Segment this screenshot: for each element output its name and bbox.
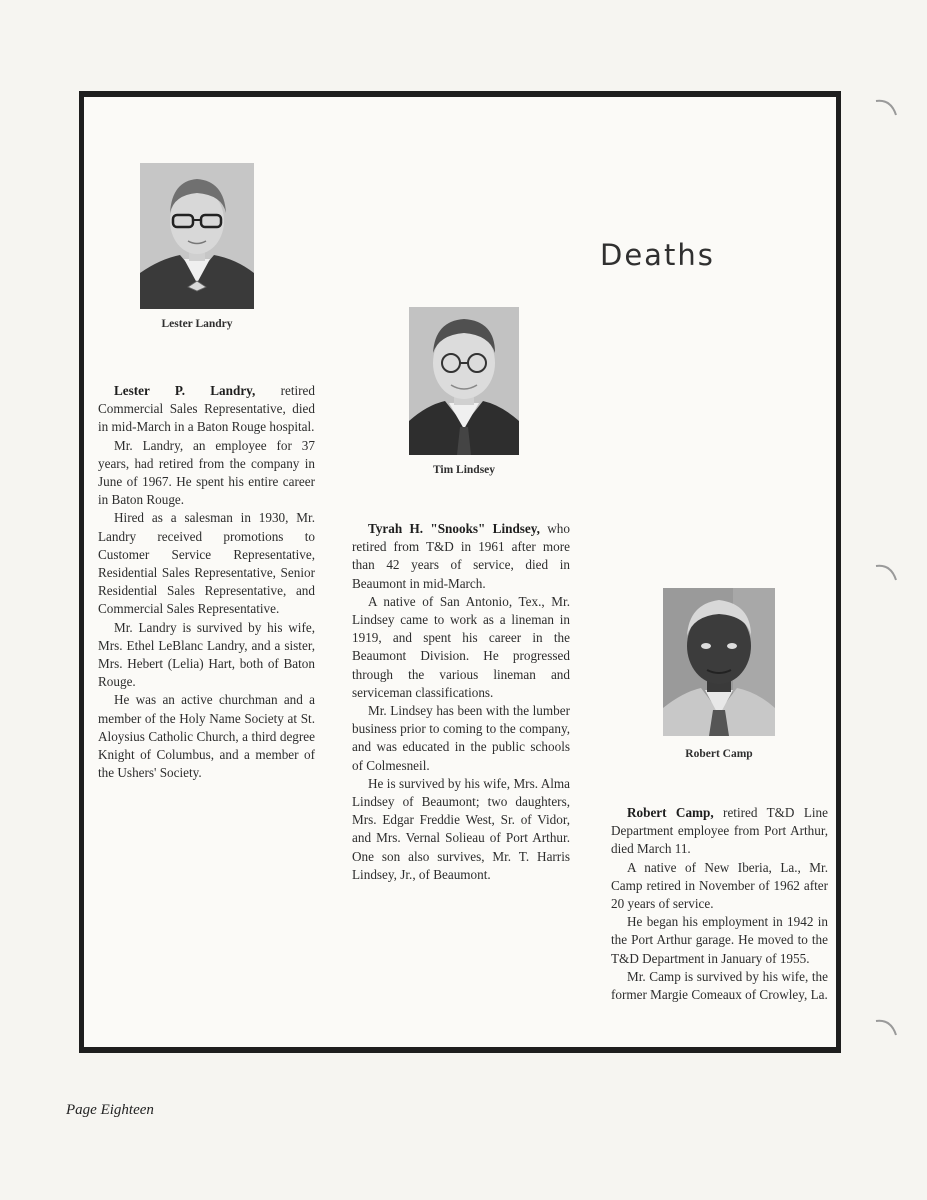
lindsey-name: Tyrah H. "Snooks" Lindsey, — [368, 521, 540, 536]
lindsey-paragraph-3: Mr. Lindsey has been with the lumber business prior to coming to the company, and was educated in the public schools of Colmesneil. — [352, 703, 570, 773]
landry-paragraph-1 — [98, 382, 315, 437]
camp-name: Robert Camp, — [627, 805, 714, 820]
obituary-tyrah-lindsey — [352, 520, 570, 884]
landry-paragraph-2: Mr. Landry, an employee for 37 years, had retired from the company in June of 1967. He spent his entire career in Baton Rouge. — [98, 437, 315, 508]
caption-tim-lindsey: Tim Lindsey — [432, 464, 496, 476]
portrait-robert-camp — [663, 588, 775, 736]
camp-paragraph-1 — [611, 804, 828, 859]
obituary-robert-camp — [611, 804, 828, 1004]
binder-hole-top — [873, 95, 899, 121]
lindsey-paragraph-1 — [352, 520, 570, 593]
binder-hole-middle — [873, 560, 899, 586]
lindsey-paragraph-4: He is survived by his wife, Mrs. Alma Lindsey of Beaumont; two daughters, Mrs. Edgar Freddie West, Sr. of Vidor, and Mrs. Vernal Solieau of Port Arthur. One son also survives, Mr. T. Harris Lindsey, Jr., of Beaumont. — [352, 775, 570, 882]
camp-paragraph-1-text: retired T&D Line Department employee from Port Arthur, died March 11. — [611, 805, 828, 857]
camp-paragraph-4: Mr. Camp is survived by his wife, the former Margie Comeaux of Crowley, La. — [611, 968, 828, 1003]
page-title: Deaths — [600, 238, 715, 272]
portrait-lester-landry — [140, 163, 254, 309]
obituary-lester-landry — [98, 382, 315, 782]
lindsey-paragraph-2: A native of San Antonio, Tex., Mr. Lindsey came to work as a lineman in 1919, and spent his career in the Beaumont Division. He progressed through the various lineman and serviceman classifications. — [352, 593, 570, 700]
landry-paragraph-4: Mr. Landry is survived by his wife, Mrs. Ethel LeBlanc Landry, and a sister, Mrs. Hebert (Lelia) Hart, both of Baton Rouge. — [98, 619, 315, 690]
landry-name: Lester P. Landry, — [114, 383, 256, 398]
landry-paragraph-3: Hired as a salesman in 1930, Mr. Landry received promotions to Customer Service Representative, Residential Sales Representative, Senior Residential Sales Representative, and Commercial Sales Representative. — [98, 510, 315, 617]
portrait-tim-lindsey — [409, 307, 519, 455]
camp-paragraph-2: A native of New Iberia, La., Mr. Camp retired in November of 1962 after 20 years of service. — [611, 859, 828, 912]
caption-lester-landry: Lester Landry — [161, 318, 233, 330]
binder-hole-bottom — [873, 1015, 899, 1041]
caption-robert-camp: Robert Camp — [685, 748, 753, 760]
landry-paragraph-1-text: retired Commercial Sales Representative, died in mid-March in a Baton Rouge hospital. — [98, 383, 315, 435]
lindsey-paragraph-1-text: who retired from T&D in 1961 after more than 42 years of service, died in Beaumont in mid-March. — [352, 521, 570, 591]
camp-paragraph-3: He began his employment in 1942 in the Port Arthur garage. He moved to the T&D Department in January of 1955. — [611, 914, 828, 966]
page-number: Page Eighteen — [66, 1102, 154, 1118]
landry-paragraph-5: He was an active churchman and a member of the Holy Name Society at St. Aloysius Catholic Church, a third degree Knight of Columbus, and a member of the Ushers' Society. — [98, 692, 315, 781]
